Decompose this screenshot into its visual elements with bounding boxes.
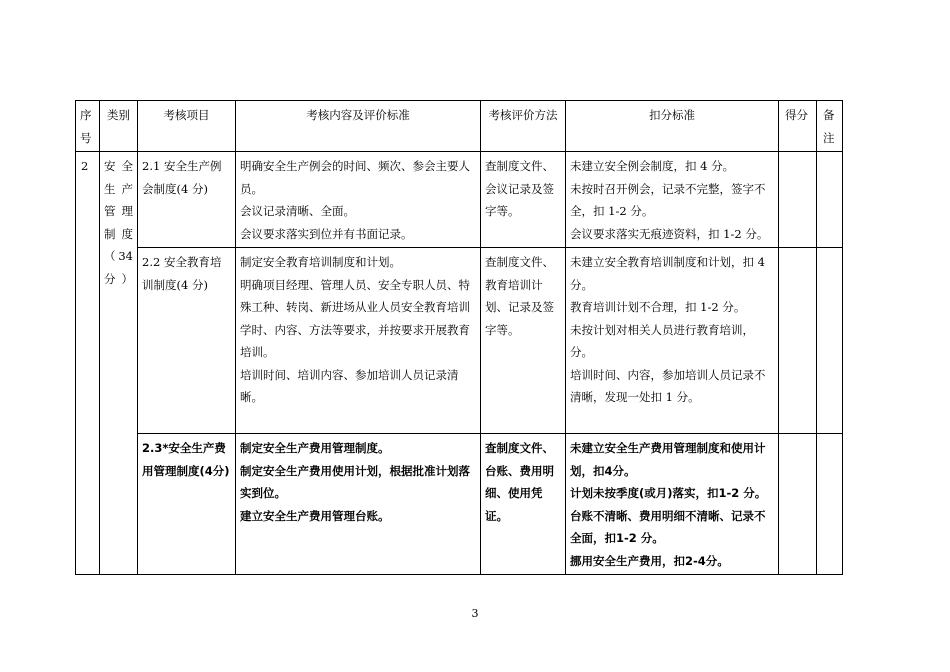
table-row: [76, 434, 843, 575]
header-deduction: 扣分标准: [566, 101, 779, 152]
header-item: 考核项目: [138, 101, 236, 152]
header-row: [76, 101, 843, 152]
row-method: 查制度文件、台账、费用明细、使用凭证。: [481, 434, 566, 575]
row-item: 2.3*安全生产费用管理制度(4分): [138, 434, 236, 575]
content-line: 会议记录清晰、全面。: [240, 204, 355, 218]
row-score: [779, 248, 817, 434]
content-line: 建立安全生产费用管理台账。: [240, 508, 390, 523]
row-deduction: [566, 152, 779, 248]
assessment-table: [75, 100, 843, 575]
row-method: 查制度文件、教育培训计划、记录及签字等。: [481, 248, 566, 434]
header-index: 序号: [76, 101, 100, 152]
header-score: 得分: [779, 101, 817, 152]
page-number: 3: [471, 607, 479, 620]
row-score: [779, 152, 817, 248]
deduction-line: 未按时召开例会，记录不完整，签字不全，扣 1-2 分。: [570, 181, 766, 218]
content-line: 制定安全教育培训制度和计划。: [240, 255, 401, 269]
row-method: 查制度文件、会议记录及签字等。: [481, 152, 566, 248]
row-deduction: [566, 434, 779, 575]
row-content: [236, 248, 481, 434]
table-row: [76, 152, 843, 248]
deduction-line: 培训时间、内容，参加培训人员记录不清晰，发现一处扣 1 分。: [570, 367, 766, 404]
deduction-line: 挪用安全生产费用，扣2-4分。: [570, 553, 729, 568]
table-row: [76, 248, 843, 434]
row-remark: [817, 434, 843, 575]
deduction-line: 台账不清晰、费用明细不清晰、记录不全面，扣1-2 分。: [570, 508, 766, 545]
row-score: [779, 434, 817, 575]
content-line: 培训时间、培训内容、参加培训人员记录清晰。: [240, 367, 459, 404]
header-remark: 备注: [817, 101, 843, 152]
deduction-line: 未建立安全生产费用管理制度和使用计划，扣4分。: [570, 441, 766, 478]
content-line: 制定安全生产费用管理制度。: [240, 441, 390, 455]
content-line: 制定安全生产费用使用计划，根据批准计划落实到位。: [240, 463, 470, 500]
assessment-table-container: [75, 100, 842, 566]
row-content: [236, 434, 481, 575]
row-content: [236, 152, 481, 248]
deduction-line: 计划未按季度(或月)落实，扣1-2 分。: [570, 486, 767, 500]
content-line: 明确安全生产例会的时间、频次、参会主要人员。: [240, 159, 470, 196]
deduction-line: 未建立安全例会制度，扣 4 分。: [570, 159, 735, 173]
row-item: 2.1 安全生产例会制度(4 分): [138, 152, 236, 248]
row-item: 2.2 安全教育培训制度(4 分): [138, 248, 236, 434]
deduction-line: 会议要求落实无痕迹资料，扣 1-2 分。: [570, 226, 769, 241]
deduction-line: 未按计划对相关人员进行教育培训，分。: [570, 322, 754, 359]
content-line: 明确项目经理、管理人员、安全专职人员、特殊工种、转岗、新进场从业人员安全教育培训学时、内容、方法等要求，并按要求开展教育培训。: [240, 277, 470, 359]
content-line: 会议要求落实到位并有书面记录。: [240, 226, 413, 241]
section-index: 2: [76, 152, 100, 575]
section-category: 安全生产管理制度（34分）: [100, 152, 138, 575]
deduction-line: 未建立安全教育培训制度和计划，扣 4 分。: [570, 255, 765, 292]
header-content: 考核内容及评价标准: [236, 101, 481, 152]
row-remark: [817, 152, 843, 248]
header-category: 类别: [100, 101, 138, 152]
deduction-line: 教育培训计划不合理，扣 1-2 分。: [570, 300, 746, 314]
header-method: 考核评价方法: [481, 101, 566, 152]
row-remark: [817, 248, 843, 434]
row-deduction: [566, 248, 779, 434]
